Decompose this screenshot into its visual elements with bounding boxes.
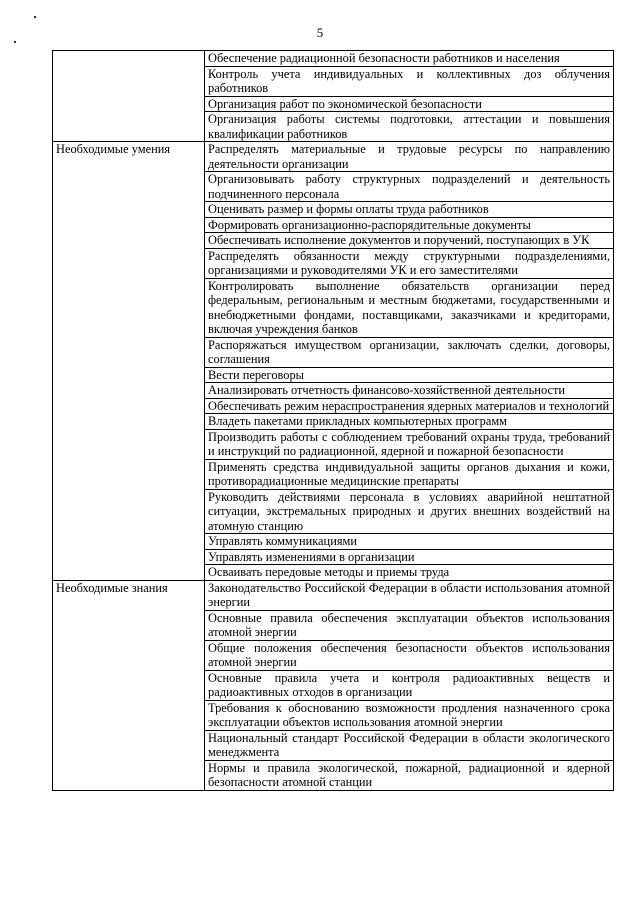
section-label: Необходимые умения (53, 142, 205, 581)
requirement-item: Применять средства индивидуальной защиты органов дыхания и кожи, противорадиационные медицинские препараты (205, 459, 614, 489)
requirement-item: Основные правила обеспечения эксплуатации объектов использования атомной энергии (205, 610, 614, 640)
page-number: 5 (316, 25, 324, 40)
scan-speck (14, 41, 16, 43)
table-row (53, 142, 614, 172)
requirement-item: Организация работ по экономической безопасности (205, 96, 614, 112)
requirement-item: Национальный стандарт Российской Федерации в области экологического менеджмента (205, 730, 614, 760)
requirement-item: Обеспечивать режим нераспространения ядерных материалов и технологий (205, 398, 614, 414)
requirement-item: Основные правила учета и контроля радиоактивных веществ и радиоактивных отходов в организации (205, 670, 614, 700)
requirement-item: Производить работы с соблюдением требований охраны труда, требований и инструкций по радиационной, ядерной и пожарной безопасности (205, 429, 614, 459)
requirement-item: Руководить действиями персонала в условиях аварийной нештатной ситуации, экстремальных природных и других внешних воздействий на атомную станцию (205, 489, 614, 534)
section-label (53, 51, 205, 142)
requirement-item: Контролировать выполнение обязательств организации перед федеральным, региональным и местным бюджетами, государственными и внебюджетными фондами, поставщиками, заказчиками и кредиторами, включая учреждения банков (205, 278, 614, 337)
requirement-item: Осваивать передовые методы и приемы труда (205, 565, 614, 581)
requirement-item: Распределять материальные и трудовые ресурсы по направлению деятельности организации (205, 142, 614, 172)
requirement-item: Нормы и правила экологической, пожарной, радиационной и ядерной безопасности атомной станции (205, 760, 614, 790)
requirement-item: Организация работы системы подготовки, аттестации и повышения квалификации работников (205, 112, 614, 142)
requirement-item: Анализировать отчетность финансово-хозяйственной деятельности (205, 383, 614, 399)
requirement-item: Требования к обоснованию возможности продления назначенного срока эксплуатации объектов использования атомной энергии (205, 700, 614, 730)
requirements-table (52, 50, 614, 791)
requirement-item: Организовывать работу структурных подразделений и деятельность подчиненного персонала (205, 172, 614, 202)
requirement-item: Распределять обязанности между структурными подразделениями, организациями и руководителями УК и его заместителями (205, 248, 614, 278)
table-row (53, 51, 614, 67)
table-row (53, 580, 614, 610)
requirement-item: Распоряжаться имуществом организации, заключать сделки, договоры, соглашения (205, 337, 614, 367)
section-label: Необходимые знания (53, 580, 205, 790)
requirement-item: Формировать организационно-распорядительные документы (205, 217, 614, 233)
requirement-item: Обеспечение радиационной безопасности работников и населения (205, 51, 614, 67)
requirement-item: Контроль учета индивидуальных и коллективных доз облучения работников (205, 66, 614, 96)
requirement-item: Владеть пакетами прикладных компьютерных программ (205, 414, 614, 430)
scan-speck (34, 16, 36, 18)
requirement-item: Обеспечивать исполнение документов и поручений, поступающих в УК (205, 233, 614, 249)
requirement-item: Управлять изменениями в организации (205, 549, 614, 565)
requirement-item: Общие положения обеспечения безопасности объектов использования атомной энергии (205, 640, 614, 670)
requirement-item: Вести переговоры (205, 367, 614, 383)
requirement-item: Законодательство Российской Федерации в области использования атомной энергии (205, 580, 614, 610)
requirement-item: Управлять коммуникациями (205, 534, 614, 550)
requirement-item: Оценивать размер и формы оплаты труда работников (205, 202, 614, 218)
